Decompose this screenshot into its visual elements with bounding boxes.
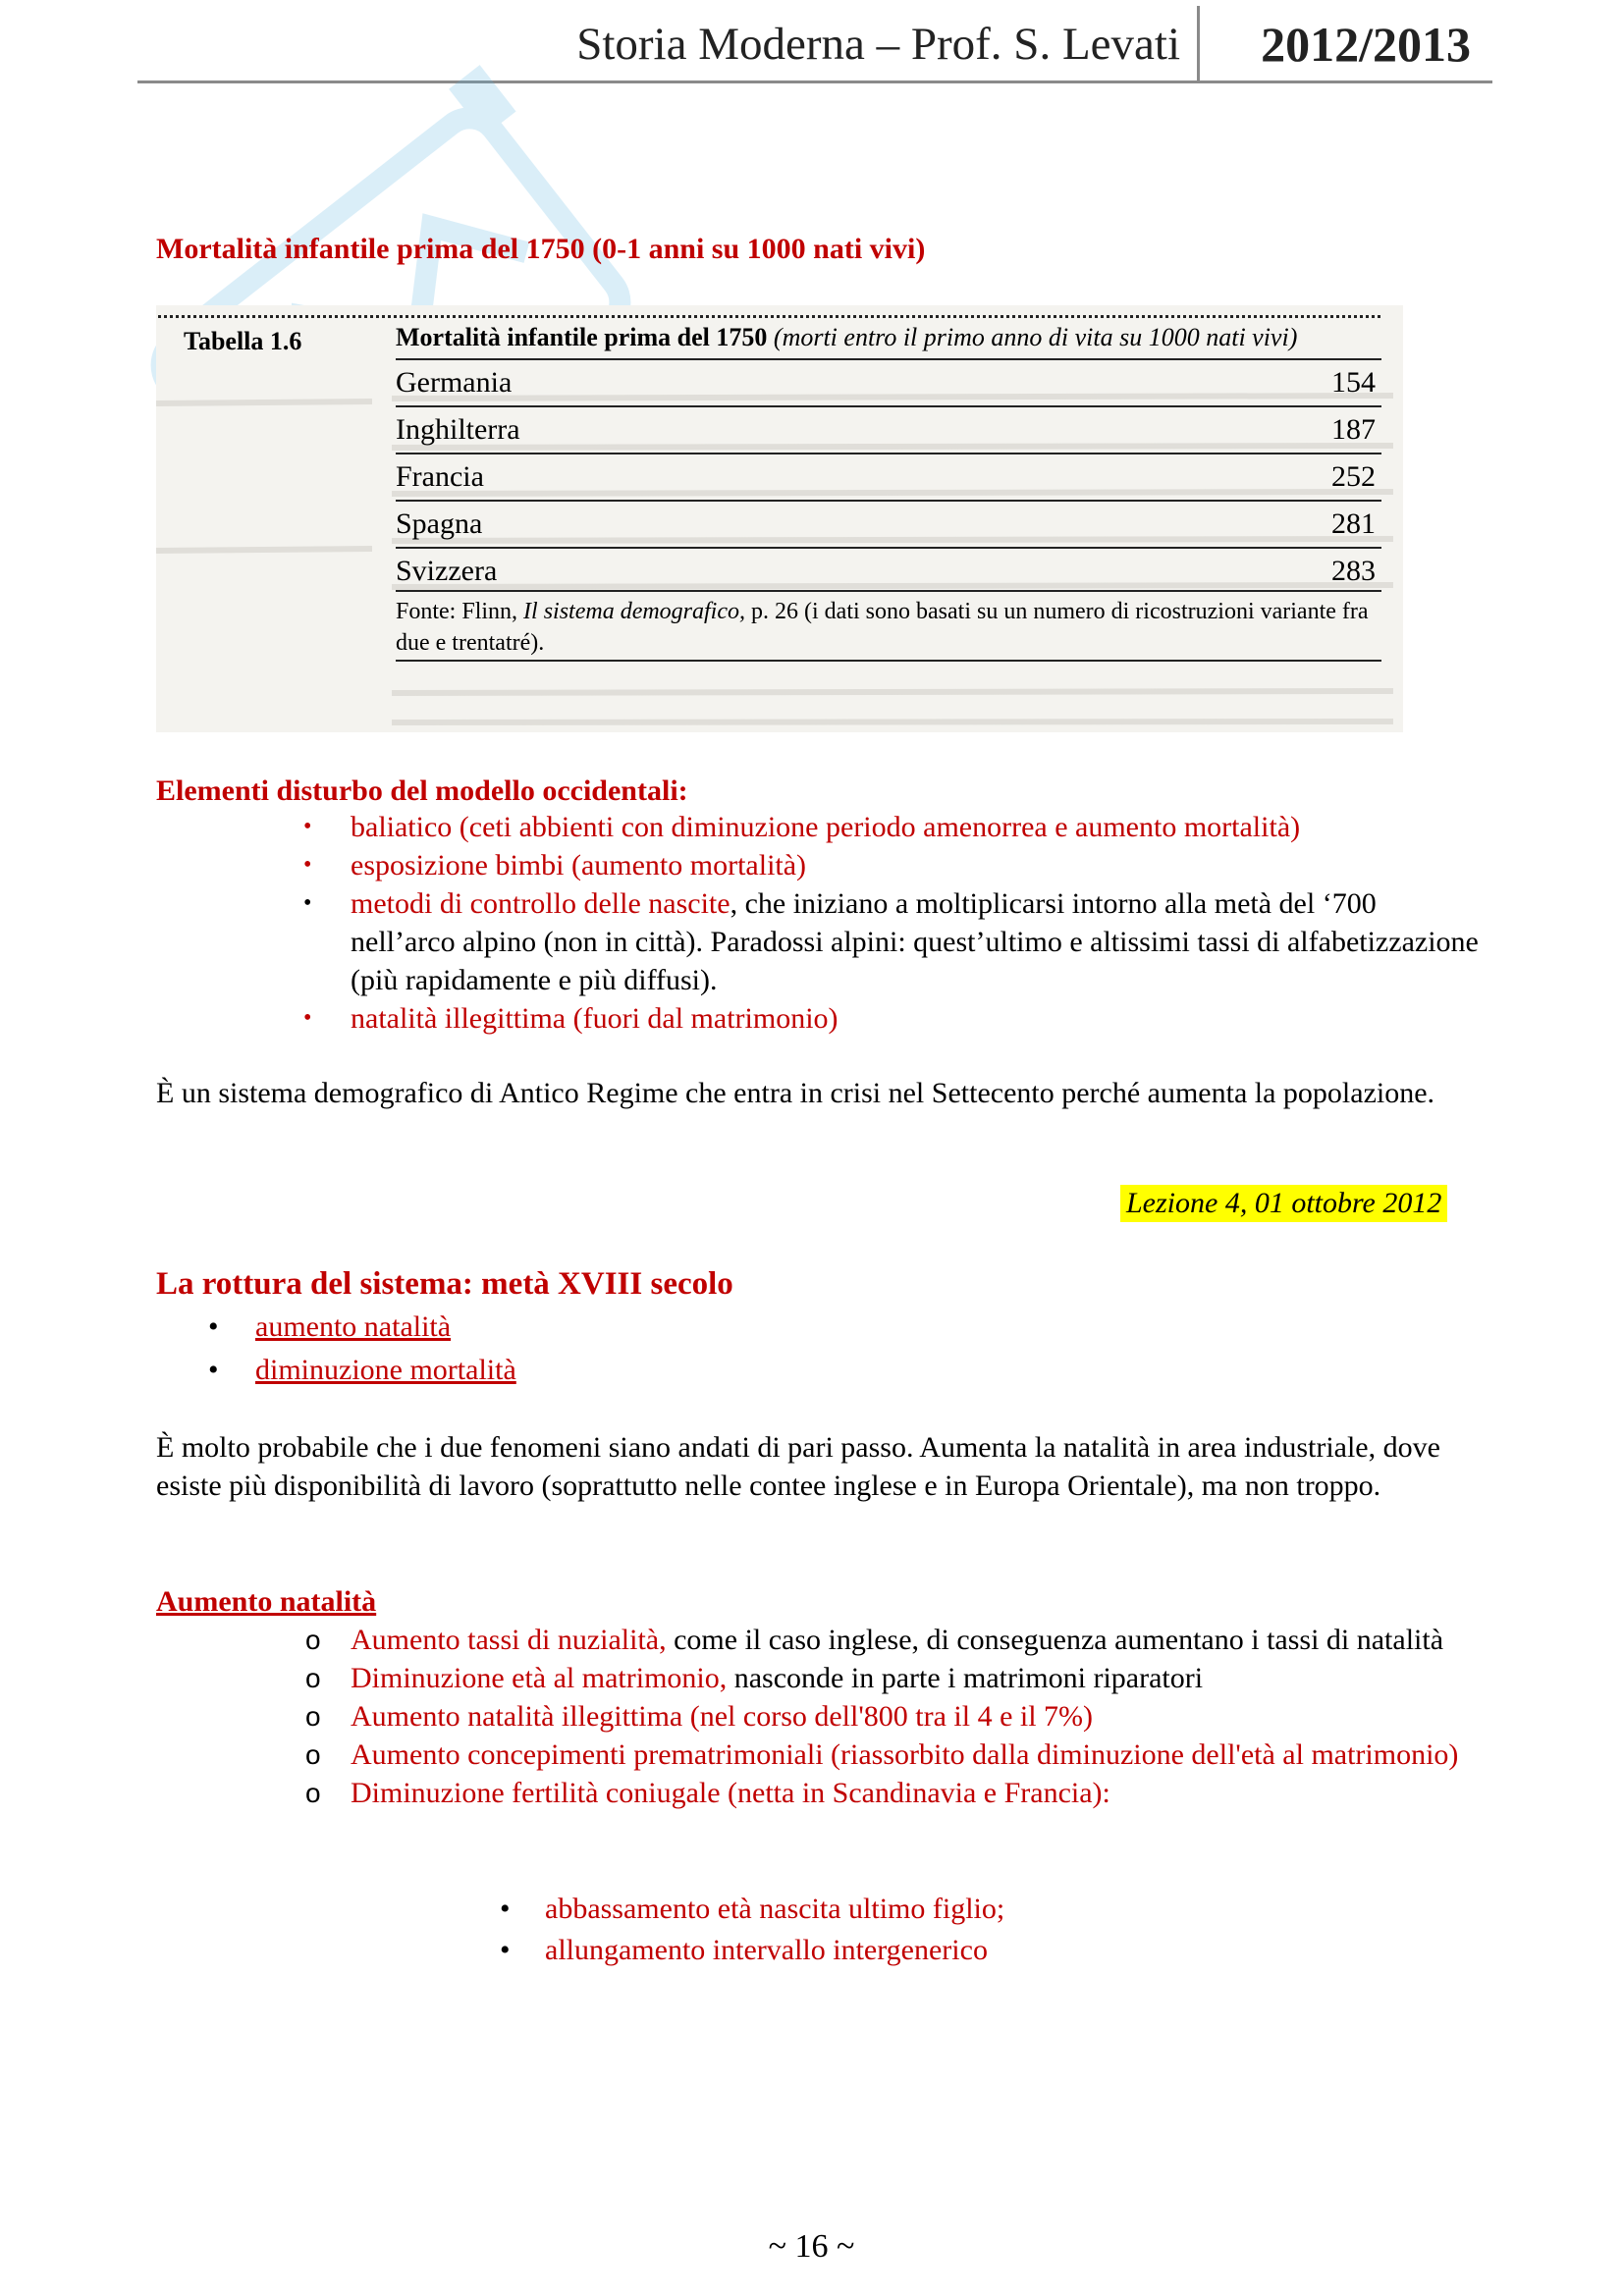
circle-marker-icon: o bbox=[305, 1625, 321, 1655]
table-cell-country: Francia bbox=[396, 460, 484, 493]
list-item-text: allungamento intervallo intergenerico bbox=[545, 1934, 988, 1966]
circle-marker-icon: o bbox=[305, 1701, 321, 1732]
list-item bbox=[500, 1930, 1429, 1971]
list-item-text: aumento natalità bbox=[255, 1310, 452, 1343]
page-header bbox=[137, 6, 1492, 83]
list-item bbox=[305, 1621, 1480, 1659]
circle-marker-icon: o bbox=[305, 1739, 321, 1770]
header-separator bbox=[1197, 6, 1200, 80]
section-heading-natality: Aumento natalità bbox=[156, 1585, 377, 1618]
bullet-icon: • bbox=[303, 852, 312, 878]
bullet-icon: • bbox=[303, 1005, 312, 1031]
paragraph-crisis: È un sistema demografico di Antico Regime che entra in crisi nel Settecento perché aumenta la popolazione. bbox=[156, 1077, 1435, 1109]
table-cell-value: 154 bbox=[1331, 366, 1376, 399]
table-rows bbox=[396, 358, 1381, 594]
section-heading-mortality: Mortalità infantile prima del 1750 (0-1 anni su 1000 nati vivi) bbox=[156, 233, 926, 265]
bullet-icon: • bbox=[303, 814, 312, 839]
list-item bbox=[500, 1889, 1429, 1930]
list-item-text: diminuzione mortalità bbox=[255, 1354, 516, 1386]
scanned-table-image bbox=[156, 305, 1403, 732]
table-cell-country: Inghilterra bbox=[396, 413, 520, 446]
source-prefix: Fonte: bbox=[396, 599, 457, 624]
page-number: ~ 16 ~ bbox=[768, 2228, 855, 2265]
fertility-sublist bbox=[500, 1889, 1429, 1971]
table-row bbox=[396, 453, 1381, 500]
table-cell-country: Svizzera bbox=[396, 555, 498, 587]
bullet-icon: • bbox=[500, 1934, 511, 1966]
lesson-date-highlight: Lezione 4, 01 ottobre 2012 bbox=[1120, 1185, 1447, 1222]
list-item bbox=[303, 999, 1480, 1038]
table-cell-value: 252 bbox=[1331, 460, 1376, 493]
list-item-text: Aumento natalità illegittima (nel corso dell'800 tra il 4 e il 7%) bbox=[351, 1700, 1094, 1733]
list-item bbox=[305, 1774, 1480, 1812]
table-top-dotted-rule bbox=[158, 315, 1380, 318]
list-item-text: Aumento concepimenti prematrimoniali (riassorbito dalla diminuzione dell'età al matrimonio) bbox=[351, 1738, 1459, 1771]
table-cell-country: Germania bbox=[396, 366, 513, 399]
list-item bbox=[305, 1697, 1480, 1735]
natality-list bbox=[305, 1621, 1480, 1812]
list-item bbox=[208, 1308, 1434, 1351]
table-cell-value: 283 bbox=[1331, 555, 1376, 587]
header-title: Storia Moderna – Prof. S. Levati bbox=[576, 19, 1180, 70]
circle-marker-icon: o bbox=[305, 1778, 321, 1808]
table-caption-title: Mortalità infantile prima del 1750 bbox=[396, 323, 768, 351]
source-author: Flinn, bbox=[461, 599, 518, 624]
table-bottom-rule bbox=[396, 660, 1381, 662]
list-item-text-highlight: Aumento tassi di nuzialità, bbox=[351, 1624, 667, 1656]
list-item-text: natalità illegittima (fuori dal matrimonio) bbox=[351, 1002, 839, 1035]
rupture-list bbox=[208, 1308, 1434, 1394]
table-caption-note: (morti entro il primo anno di vita su 1000 nati vivi) bbox=[773, 323, 1298, 351]
table-row bbox=[396, 358, 1381, 405]
list-item-text-highlight: metodi di controllo delle nascite bbox=[351, 887, 730, 920]
table-row bbox=[396, 405, 1381, 453]
source-title: Il sistema demografico, bbox=[523, 599, 746, 624]
paragraph-phenomena: È molto probabile che i due fenomeni siano andati di pari passo. Aumenta la natalità in area industriale, dove esiste più disponibilità di lavoro (soprattutto nelle contee inglese e in Europa Orientale), ma non troppo. bbox=[156, 1431, 1440, 1502]
table-row bbox=[396, 500, 1381, 547]
list-item-text: , che iniziano a moltiplicarsi intorno alla metà del ‘700 nell’arco alpino (non in città). Paradossi alpini: quest’ultimo e altissimi tassi di alfabetizzazione (più rapidamente e più diffusi). bbox=[351, 887, 1479, 996]
table-row bbox=[396, 547, 1381, 594]
bullet-icon: • bbox=[500, 1893, 511, 1925]
list-item bbox=[303, 808, 1480, 846]
table-cell-value: 187 bbox=[1331, 413, 1376, 446]
list-item-text: baliatico (ceti abbienti con diminuzione periodo amenorrea e aumento mortalità) bbox=[351, 811, 1301, 843]
table-label: Tabella 1.6 bbox=[184, 327, 302, 355]
table-cell-country: Spagna bbox=[396, 507, 483, 540]
list-item bbox=[305, 1735, 1480, 1774]
header-year: 2012/2013 bbox=[1261, 17, 1471, 72]
bullet-icon: • bbox=[303, 890, 312, 916]
table-cell-value: 281 bbox=[1331, 507, 1376, 540]
list-item-text: come il caso inglese, di conseguenza aumentano i tassi di natalità bbox=[666, 1624, 1444, 1656]
section-heading-disturbances: Elementi disturbo del modello occidentali: bbox=[156, 774, 688, 807]
table-caption bbox=[396, 323, 1297, 352]
list-item bbox=[208, 1351, 1434, 1394]
disturbance-list bbox=[303, 808, 1480, 1038]
circle-marker-icon: o bbox=[305, 1663, 321, 1693]
list-item-text: Diminuzione fertilità coniugale (netta in Scandinavia e Francia): bbox=[351, 1777, 1110, 1809]
list-item-text: nasconde in parte i matrimoni riparatori bbox=[727, 1662, 1204, 1694]
list-item bbox=[303, 884, 1480, 999]
source-rest: p. 26 (i dati sono basati su un numero di ricostruzioni variante fra due e trentatré). bbox=[396, 599, 1369, 656]
table-source-note bbox=[396, 590, 1381, 659]
list-item bbox=[305, 1659, 1480, 1697]
list-item-text: esposizione bimbi (aumento mortalità) bbox=[351, 849, 807, 881]
list-item bbox=[303, 846, 1480, 884]
bullet-icon: • bbox=[208, 1354, 219, 1386]
section-heading-rupture: La rottura del sistema: metà XVIII secolo bbox=[156, 1266, 733, 1302]
list-item-text: abbassamento età nascita ultimo figlio; bbox=[545, 1893, 1005, 1925]
list-item-text-highlight: Diminuzione età al matrimonio, bbox=[351, 1662, 728, 1694]
bullet-icon: • bbox=[208, 1310, 219, 1343]
